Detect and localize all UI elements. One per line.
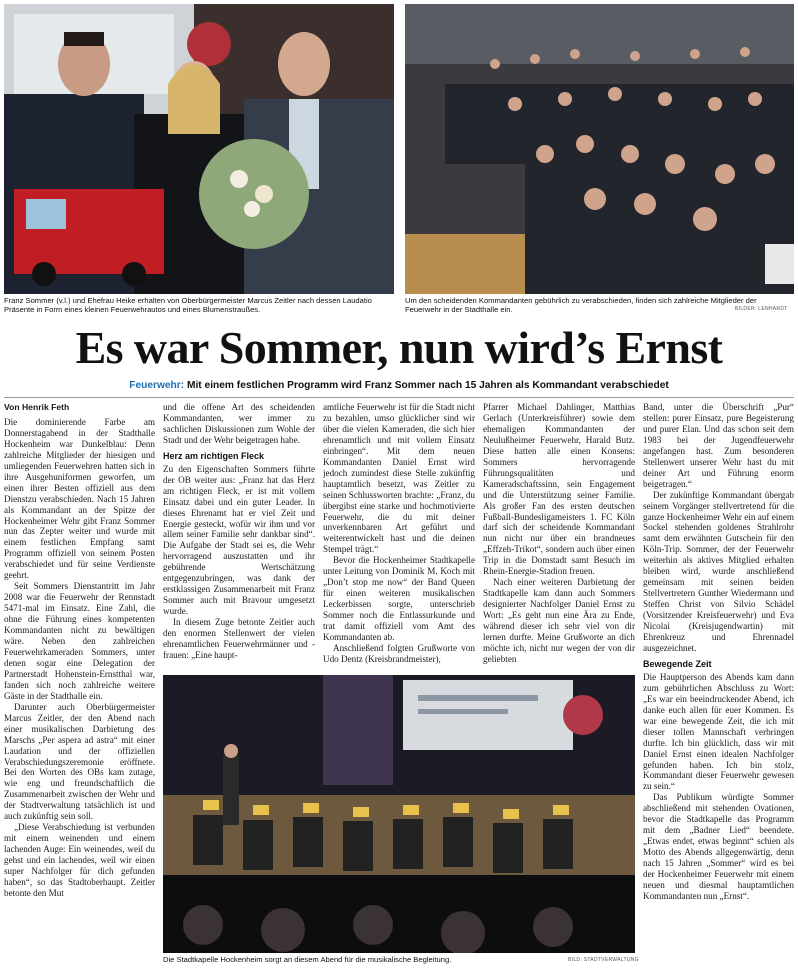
photo-stadtkapelle — [163, 675, 635, 953]
article-paragraph: Die Hauptperson des Abends kam dann zum gebührlichen Abschluss zu Wort: „Es war ein beeindruckender Abend, ich danke euch allen für euer Kommen. Es war eine bewegende Zeit, die ich mit dieser tollen Mannschaft verbringen durfte. Ich bin glücklich, dass wir mit Daniel Ernst einen idealen Nachfolger gefunden haben. Ich bin stolz, Kommandant dieser Feuerwehr gewesen zu sein.“ — [643, 671, 794, 792]
photo-stadtkapelle-credit: BILD: STADTVERWALTUNG — [568, 957, 639, 963]
article-column-5 — [643, 402, 794, 966]
subheading-bewegende-zeit: Bewegende Zeit — [643, 658, 712, 669]
article-paragraph: Die dominierende Farbe am Donnerstagabend in der Stadthalle Hockenheim war Dunkelblau: Denn zahlreiche Mitglieder der hiesigen und umliegenden Feuerwehren hatten sich in ihre Ausgehuniformen geworfen, um einen ihrer Besten offiziell aus dem Dienstzu verabschieden. Nach 15 Jahren als Kommandant an der Spitze der Hockenheimer Wehr gibt Franz Sommer nun das Zepter weiter und wurde mit einem festlichen Empfang samt Programm offiziell von seinem Posten verabschiedet und für seine Verdienste geehrt. — [4, 416, 155, 581]
article-paragraph: Band, unter die Überschrift „Pur“ stellen: purer Einsatz, pure Begeisterung und purer Elan. Und das schon seit dem 1983 bei der Jugendfeuerwehr angefangen hast. Zum besonderen Stellenwert unserer Wehr hast du mit deiner Art und Führung enorm beigetragen.“ — [643, 402, 794, 489]
article-paragraph: „Diese Verabschiedung ist verbunden mit einem weinenden und einem lachenden Auge: Ein weinendes, weil du gehst und ein lachendes, weil wir einen super Nachfolger für dich gefunden haben“, so das Stadtoberhaupt. Zeitler betonte den Mut — [4, 822, 155, 898]
article-column-3 — [323, 402, 475, 672]
article-headline: Es war Sommer, nun wird’s Ernst — [75, 322, 723, 373]
photo-farewell-caption: Franz Sommer (v.l.) und Ehefrau Heike erhalten von Oberbürgermeister Marcus Zeitler nach dessen Laudatio Präsente in Form eines kleinen Feuerwehrautos und eines Blumenstraußes. — [4, 296, 372, 315]
article-paragraph: Anschließend folgten Grußworte von Udo Dentz (Kreisbrandmeister), — [323, 642, 475, 664]
article-paragraph: Seit Sommers Dienstantritt im Jahr 2008 war die Feuerwehr der Rennstadt 5471-mal im Einsatz. Eine Zahl, die ohne die Führung eines kompetenten Kommandanten nicht zu bewältigen wäre. Neben den zahlreichen Feuerwehrkameraden Sommers, unter denen sogar eine Delegation der Partnerstadt Hohenstein-Ernstthal war, fanden sich noch zahlreiche weitere Gäste in der Stadthalle ein. — [4, 581, 155, 701]
header-rule — [4, 397, 794, 398]
article-subline-text: Mit einem festlichen Programm wird Franz Sommer nach 15 Jahren als Kommandant verabschiedet — [186, 380, 669, 391]
article-paragraph: Pfarrer Michael Dahlinger, Matthias Gerlach (Unterkreisführer) sowie dem ehemaligen Kommandanten der Neulußheimer Feuerwehr, Harald Butz. Diese hatten alle einen Konsens: Sommers hervorragende Führungsqualitäten und Kameradschaftssinn, sein Engagement und die Unterstützung seiner Familie. Als großer Fan des ersten deutschen Fußball-Bundesligameisters 1. FC Köln darf sich der scheidende Kommandant nun nicht nur über ein brandneues „Effzeh-Trikot“, sondern auch über einen Trip in die Domstadt samt Besuch im Rhein-Energie-Stadion freuen. — [483, 402, 635, 577]
article-paragraph: In diesem Zuge betonte Zeitler auch den enormen Stellenwert der vielen ehrenamtlichen Feuerwehrmänner und -frauen: „Eine haupt- — [163, 617, 315, 660]
article-column-1 — [4, 402, 155, 966]
photo-farewell-gifts — [4, 4, 394, 294]
article-column-2 — [163, 402, 315, 672]
article-paragraph: Nach einer weiteren Darbietung der Stadtkapelle kam dann auch Sommers designierter Nachfolger Daniel Ernst zu Wort: „Es geht nun eine Ära zu Ende, während dieser ich sehr viel von dir lernen durfte. Meine Grußworte an dich möchte ich, nicht nur wegen der von dir geliebten — [483, 577, 635, 664]
article-author: Von Henrik Feth — [4, 402, 70, 412]
article-paragraph: Zu den Eigenschaften Sommers führte der OB weiter aus: „Franz hat das Herz am richtigen Fleck, er ist mit vollem Einsatz dabei und ein guter Leader. In dieses Ehrenamt hat er viel Zeit und Energie gesteckt, wofür wir ihm und vor allem seiner Familie sehr dankbar sind“. Die Aufgabe der Stadt sei es, die Wehr hervorragend auszustatten und ihr gebührende Wertschätzung entgegenzubringen, was dank der erstklassigen Zusammenarbeit mit Franz Sommer auch mit Bravour umgesetzt wurde. — [163, 463, 315, 617]
article-paragraph: amtliche Feuerwehr ist für die Stadt nicht zu bezahlen, umso glücklicher sind wir über die vielen Kameraden, die sich hier ehrenamtlich und mit vollem Einsatz einbringen“. Mit dem neuen Kommandanten Daniel Ernst wird jedoch zumindest diese Stelle zukünftig hauptamtlich besetzt, was Zeitler zu seinen Schlussworten brachte: „Franz, du übergibst eine starke und hochmotivierte Feuerwehr, die du mit deiner unverkennbaren Art geführt und weiterentwickelt hast und die deinen Stempel trägt.“ — [323, 402, 475, 555]
subheading-herz: Herz am richtigen Fleck — [163, 450, 265, 461]
article-kicker: Feuerwehr: — [129, 380, 185, 391]
article-subline — [0, 380, 798, 391]
photo-stadtkapelle-caption: Die Stadtkapelle Hockenheim sorgt an diesem Abend für die musikalische Begleitung. — [163, 955, 452, 964]
article-paragraph: und die offene Art des scheidenden Kommandanten, wer immer zu sachlichen Diskussionen zum Wohle der Stadt und der Wehr beigetragen habe. — [163, 402, 315, 445]
photo-audience — [405, 4, 794, 294]
article-paragraph: Darunter auch Oberbürgermeister Marcus Zeitler, der den Abend nach einer musikalischen Darbietung des Marschs „Per aspera ad astra“ mit einer Laudation und der offiziellen Verabschiedungszeremonie eröffnete. Bei den Worten des OBs kam zutage, wie eng und freundschaftlich die Zusammenarbeit zwischen der Wehr und der Stadtverwaltung tatsächlich ist und auch zukünftig sein soll. — [4, 701, 155, 822]
article-paragraph: Bevor die Hockenheimer Stadtkapelle unter Leitung von Dominik M. Koch mit „Don’t stop me now“ der Band Queen für einen weiteren musikalischen Leckerbissen sorgte, unterschrieb Sommer noch die Entlassurkunde und trat damit offiziell vom Amt des Kommandanten ab. — [323, 555, 475, 643]
article-column-4 — [483, 402, 635, 672]
photo-audience-caption: Um den scheidenden Kommandanten gebührlich zu verabschieden, finden sich zahlreiche Mitglieder der Feuerwehr in der Stadthalle ein. — [405, 296, 757, 315]
article-paragraph: Das Publikum würdigte Sommer abschließend mit stehenden Ovationen, bevor die Stadtkapelle das Programm mit dem „Badner Lied“ beendete. „Etwas endet, etwas beginnt“ schien als Motto des Abends allgegenwärtig, denn nach 15 Jahren „Sommer“ wird es bei der Hockenheimer Feuerwehr mit einem neuen und diesmal hauptamtlichen Kommandanten nun „Ernst“. — [643, 792, 794, 901]
photo-audience-credit: BILDER: LENHARDT — [735, 306, 788, 312]
article-paragraph: Der zukünftige Kommandant übergab seinem Vorgänger stellvertretend für die ganze Hockenheimer Wehr ein auf einem Sockel stehenden goldenes Strahlrohr samt dem erwähnten Gutschein für den Köln-Trip. Sommer, der der Feuerwehr weiterhin als aktives Mitglied erhalten bleiben wird, wurde anschließend gemeinsam mit seinen beiden Stellvertretern Gunther Wiedermann und Steffen Christ von Silvio Schädel (Vorsitzender Kreisfeuerwehr) und Eva Nicolai (Kreisjugendwartin) mit Ehrenkreuz und Ehrennadel ausgezeichnet. — [643, 489, 794, 653]
